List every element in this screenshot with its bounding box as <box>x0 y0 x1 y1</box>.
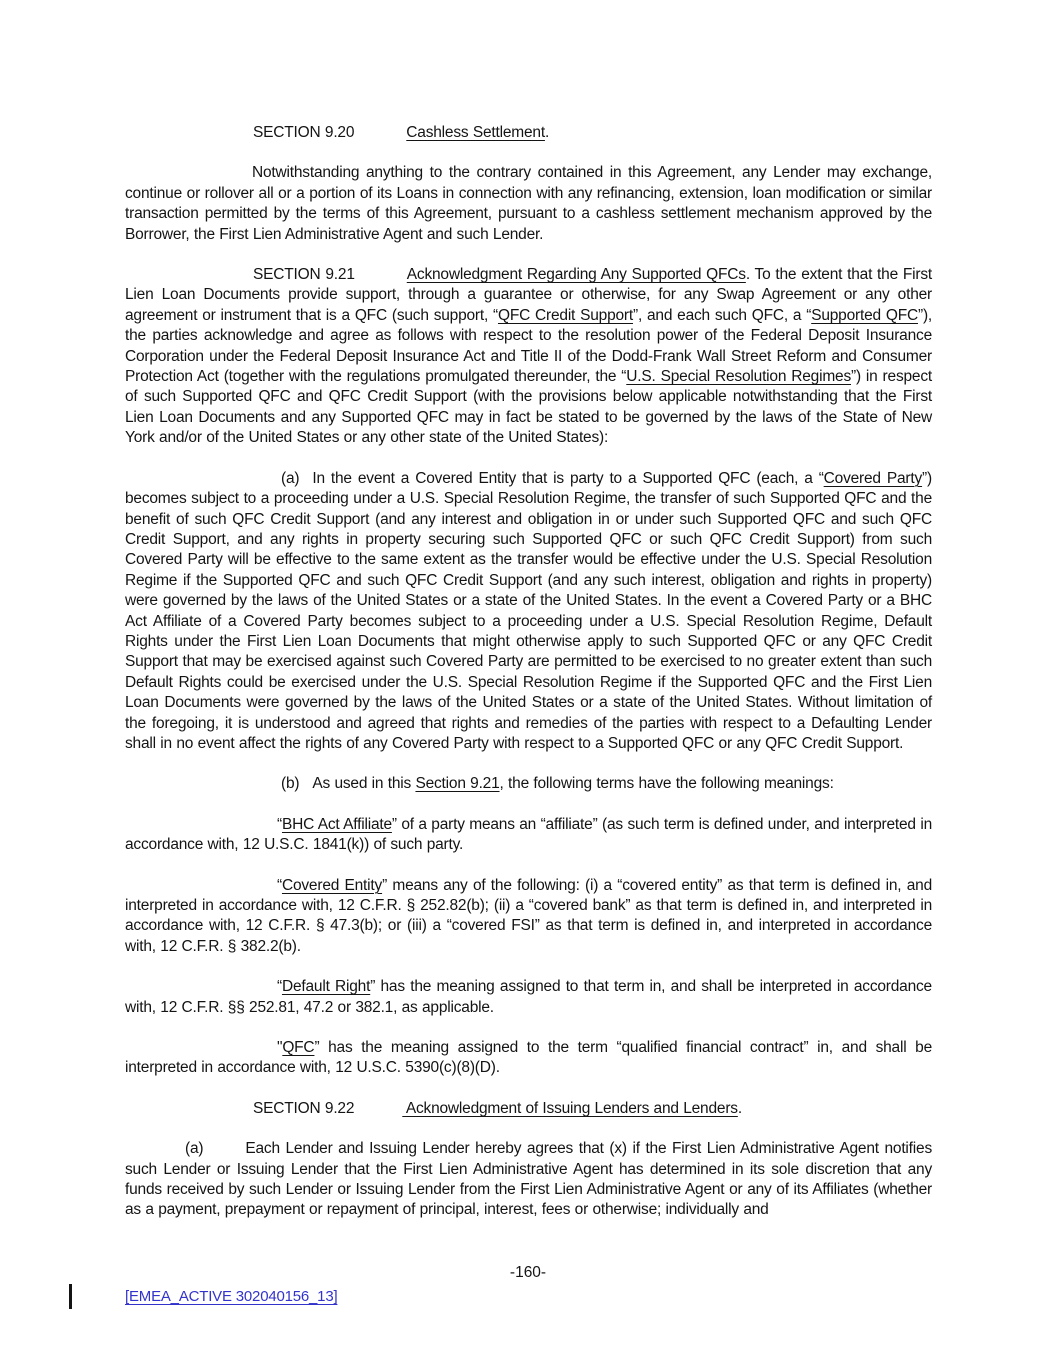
underlined-term: Default Right <box>281 978 371 996</box>
paragraph-9-22-a <box>125 1139 937 1221</box>
underlined-term: Section 9.21 <box>415 775 500 793</box>
definition-covered-entity <box>125 876 937 958</box>
tab-space <box>203 1152 245 1153</box>
underlined-term: Acknowledgment Regarding Any Supported QFCs <box>406 266 746 284</box>
text-run: (a) <box>185 1140 204 1158</box>
text-run: “ <box>277 876 282 894</box>
text-run: . <box>544 124 550 141</box>
text-run: Notwithstanding anything to the contrary contained in this Agreement, any Lender may exchange, continue or rollover all or a portion of its Loans in connection with any refinancing, extension, loan modification or similar transaction permitted by the terms of this Agreement, pursuant to a cashless settlement mechanism approved by the Borrower, the First Lien Administrative Agent and such Lender. <box>125 164 937 243</box>
text-run: “ <box>277 978 282 996</box>
text-run: ” has the meaning assigned to the term “qualified financial contract” in, and shall be interpreted in accordance with, 12 U.S.C. 5390(c)(8)(D). <box>125 1039 937 1077</box>
text-run: ” has the meaning assigned to that term in, and shall be interpreted in accordance with, 12 C.F.R. §§ 252.81, 47.2 or 382.1, as applicable. <box>125 978 937 1016</box>
tab-space <box>354 136 406 137</box>
text-run: As used in this <box>312 775 416 793</box>
text-run: ” of a party means an “affiliate” (as such term is defined under, and interpreted in accordance with, 12 U.S.C. 1841(k)) of such party. <box>125 815 937 854</box>
change-bar-marker <box>69 1284 72 1309</box>
paragraph-9-21-b <box>125 774 932 794</box>
text-run: ”) in respect of such Supported QFC and QFC Credit Support (with the provisions below applicable notwithstanding that the First Lien Loan Documents and any Supported QFC may in fact be stated to be governed by the laws of the State of New York and/or of the United States or any other state of the United States): <box>125 368 937 447</box>
definition-qfc <box>125 1038 937 1079</box>
text-run: . <box>737 1099 742 1117</box>
paragraph-9-21-a <box>125 469 937 755</box>
text-run: (a) <box>281 469 300 487</box>
page-number: -160- <box>509 1264 547 1281</box>
underlined-term: QFC <box>282 1039 315 1057</box>
underlined-term: BHC Act Affiliate <box>281 815 392 833</box>
document-id-footer: [EMEA_ACTIVE 302040156_13] <box>125 1288 338 1305</box>
section-heading-9-22 <box>125 1099 932 1119</box>
underlined-term: Supported QFC <box>811 306 918 324</box>
underlined-term: Cashless Settlement <box>406 124 545 141</box>
text-run: In the event a Covered Entity that is party to a Supported QFC (each, a “ <box>312 469 824 487</box>
text-run: SECTION 9.21 <box>253 266 355 284</box>
tab-space <box>299 482 312 483</box>
text-run: ”, and each such QFC, a “ <box>632 306 812 324</box>
definition-default-right <box>125 977 937 1018</box>
text-run: ” means any of the following: (i) a “covered entity” as that term is defined in, and interpreted in accordance with, 12 C.F.R. § 252.82(b); (ii) a “covered bank” as that term is defined in, and interpreted in accordance with, 12 C.F.R. § 47.3(b); or (iii) a “covered FSI” as that term is defined in, and interpreted in accordance with, 12 C.F.R. § 382.2(b). <box>125 876 937 955</box>
paragraph-9-20-body <box>125 163 937 245</box>
text-run: ”), the parties acknowledge and agree as follows with respect to the resolution power of the Federal Deposit Insurance Corporation under the Federal Deposit Insurance Act and Title II of the Dodd-Frank Wall Street Reform and Consumer Protection Act (together with the regulations promulgated thereunder, the “ <box>125 306 937 386</box>
underlined-term: U.S. Special Resolution Regimes <box>626 368 851 386</box>
underlined-term: Acknowledgment of Issuing Lenders and Lenders <box>402 1099 738 1117</box>
text-run: “ <box>277 815 282 833</box>
tab-space <box>355 278 407 279</box>
text-run: . To the extent that the First Lien Loan Documents provide support, through a guarantee or otherwise, for any Swap Agreement or any other agreement or instrument that is a QFC (such support, “ <box>125 266 937 324</box>
text-run: , the following terms have the following meanings: <box>499 775 834 793</box>
text-run: SECTION 9.20 <box>253 124 355 141</box>
underlined-term: Covered Entity <box>281 876 383 894</box>
underlined-term: Covered Party <box>823 469 923 487</box>
text-run: Each Lender and Issuing Lender hereby agrees that (x) if the First Lien Administrative Agent notifies such Lender or Issuing Lender that the First Lien Administrative Agent has determined in its sole discretion that any funds received by such Lender or Issuing Lender from the First Lien Administrative Agent or any of its Affiliates (whether as a payment, prepayment or repayment of principal, interest, fees or otherwise; individually and <box>125 1140 937 1219</box>
definition-bhc-act-affiliate <box>125 815 937 856</box>
underlined-term: QFC Credit Support <box>497 306 633 324</box>
text-run: SECTION 9.22 <box>253 1099 355 1117</box>
document-body <box>125 123 937 1241</box>
section-heading-9-20 <box>125 123 932 143</box>
tab-space <box>354 1112 402 1113</box>
section-heading-9-21 <box>125 265 937 449</box>
text-run: " <box>277 1039 283 1057</box>
text-run: (b) <box>281 775 300 793</box>
text-run: ”) becomes subject to a proceeding under a U.S. Special Resolution Regime, the transfer of such Supported QFC and the benefit of such QFC Credit Support (and any interest and obligation in or under such Supported QFC and such QFC Credit Support, and any rights in property securing such Supported QFC or such QFC Credit Support) from such Covered Party will be effective to the same extent as the transfer would be effective under the U.S. Special Resolution Regime if the Supported QFC and such QFC Credit Support (and any such interest, obligation and rights in property) were governed by the laws of the United States or a state of the United States. In the event a Covered Party or a BHC Act Affiliate of a Covered Party becomes subject to a proceeding under a U.S. Special Resolution Regime, Default Rights under the First Lien Loan Documents that might otherwise apply to such Supported QFC or any QFC Credit Support that may be exercised against such Covered Party are permitted to be exercised to no greater extent than such Default Rights could be exercised under the U.S. Special Resolution Regime if the Supported QFC and the First Lien Loan Documents were governed by the laws of the United States or a state of the United States. Without limitation of the foregoing, it is understood and agreed that rights and remedies of the parties with respect to a Defaulting Lender shall in no event affect the rights of any Covered Party with respect to a Supported QFC or any QFC Credit Support. <box>125 469 937 752</box>
tab-space <box>299 787 312 788</box>
